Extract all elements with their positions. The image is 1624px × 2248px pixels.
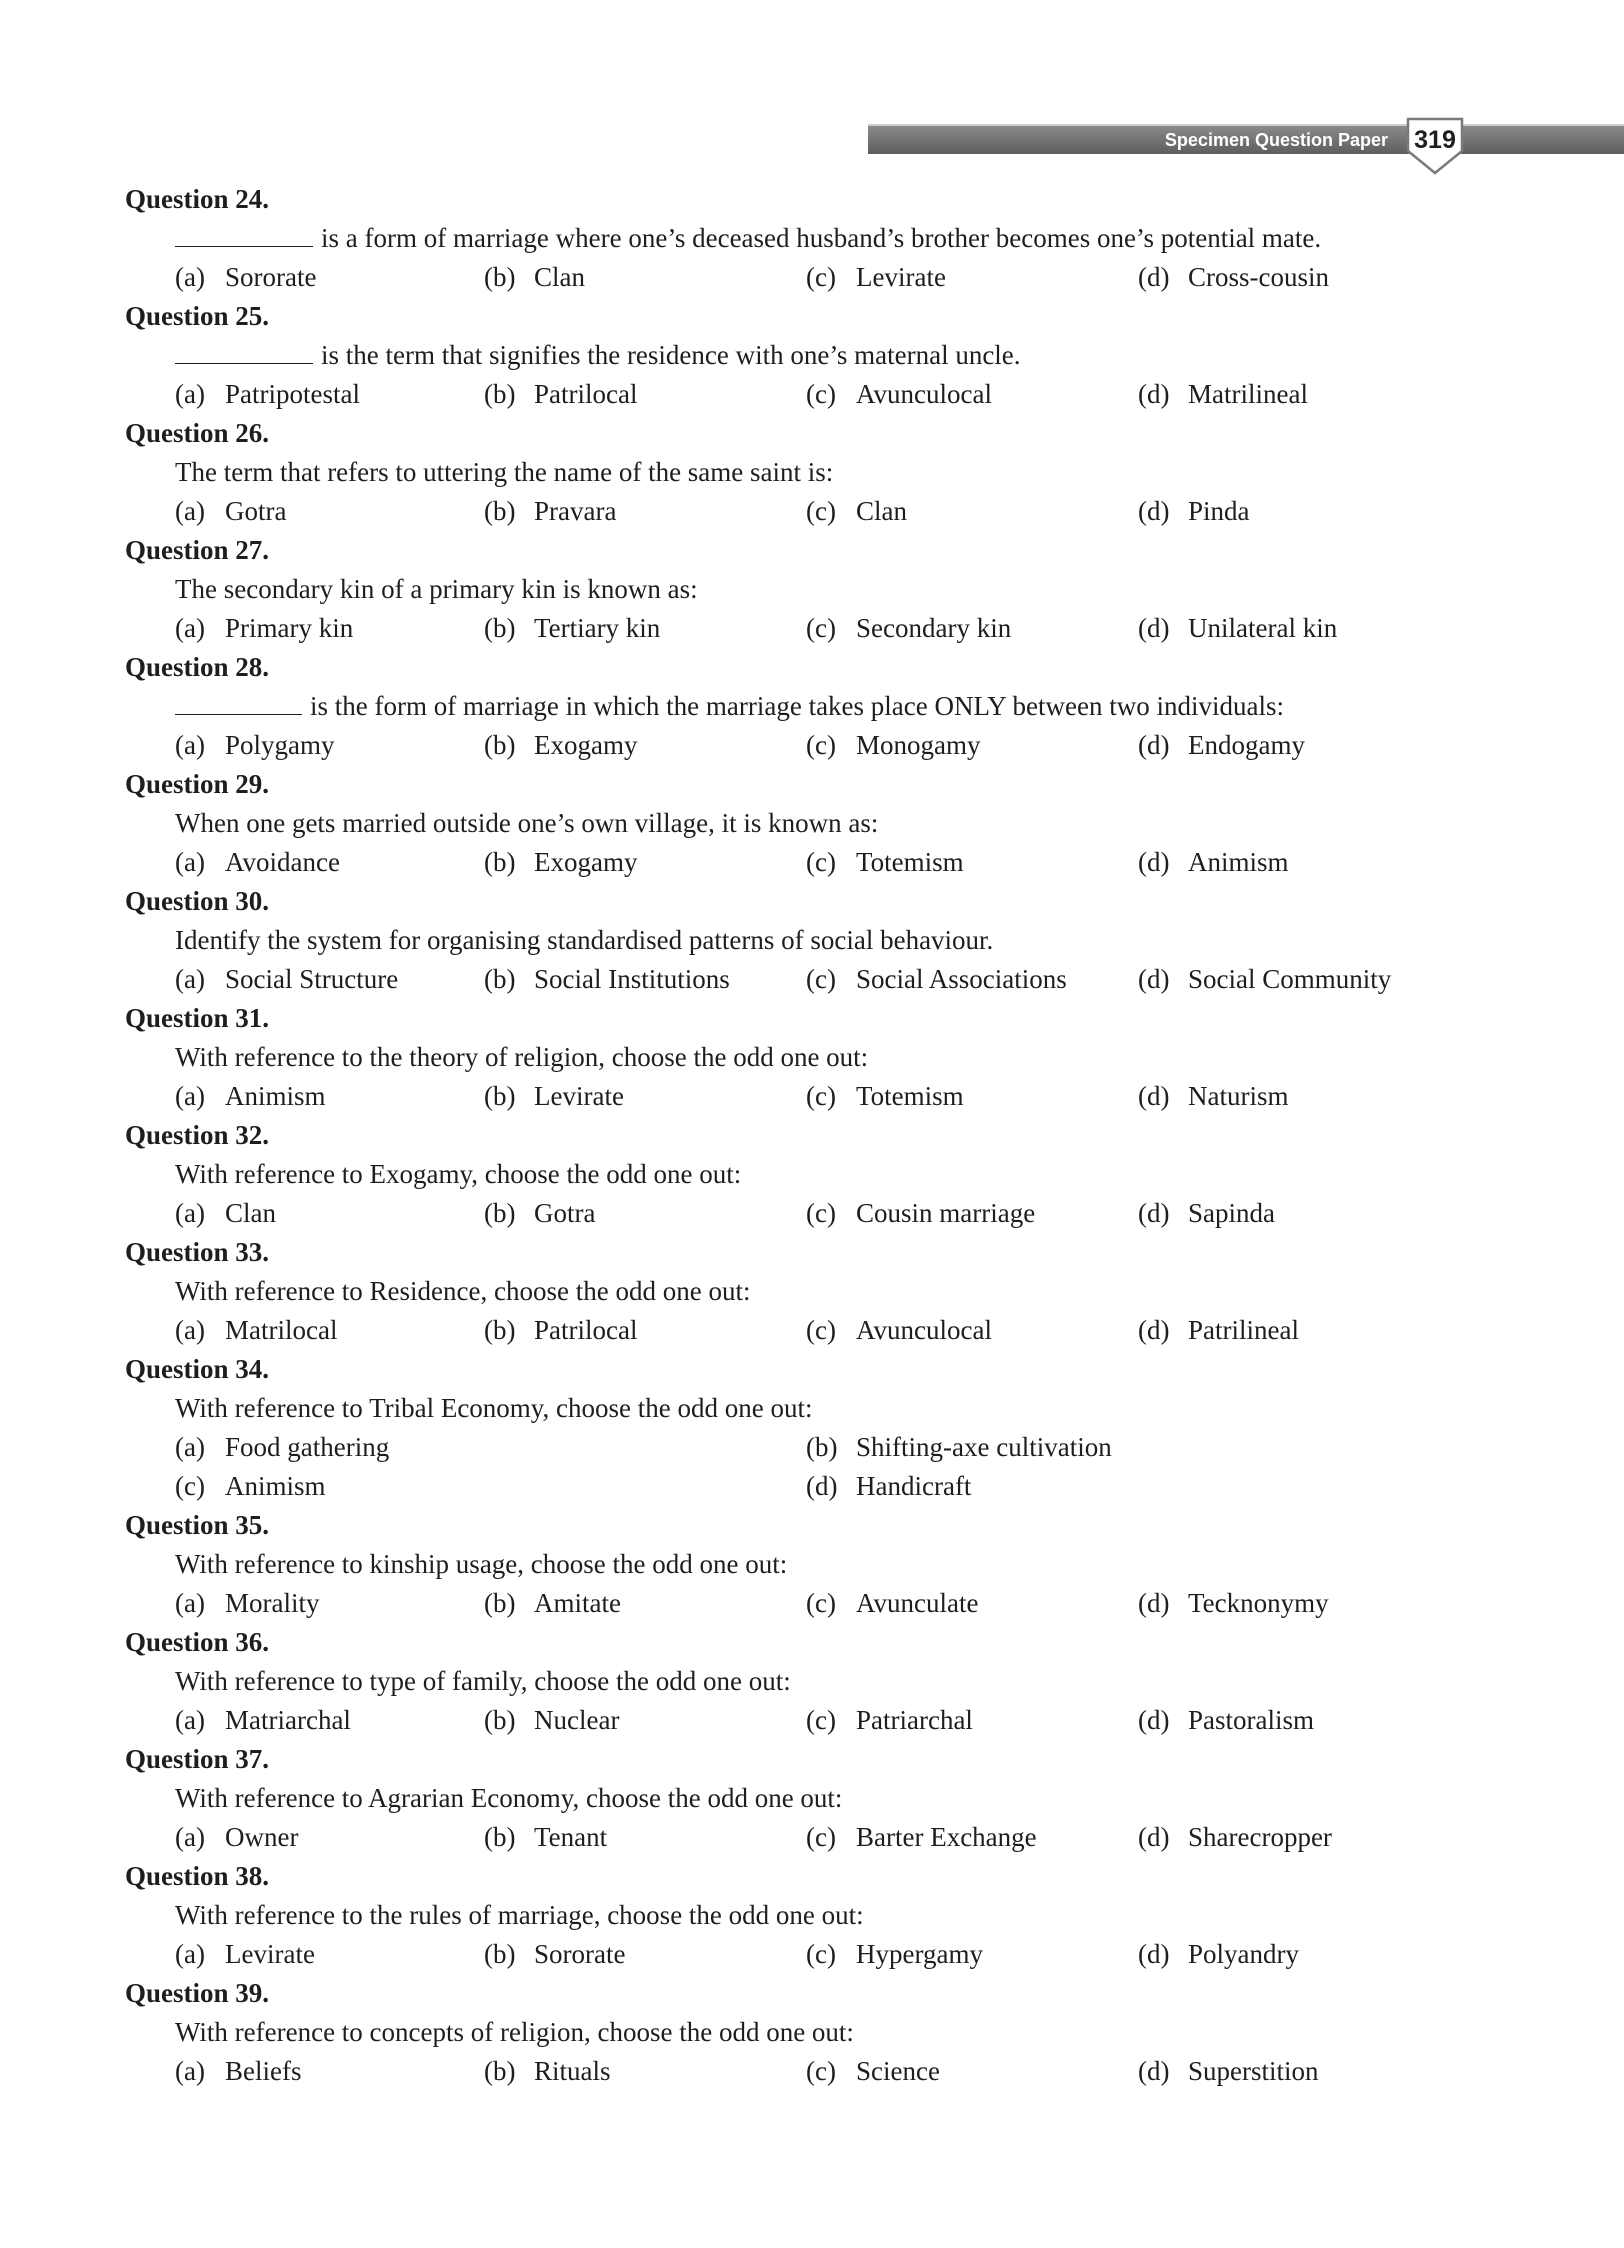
question-item [125, 1116, 1485, 1233]
option-letter: (b) [484, 379, 516, 409]
options-row [125, 609, 1485, 648]
option-item [806, 258, 946, 297]
option-item [1138, 1701, 1314, 1740]
option-text: Cross-cousin [1188, 262, 1329, 292]
option-item [484, 1077, 624, 1116]
option-letter: (b) [806, 1432, 838, 1462]
option-text: Endogamy [1188, 730, 1305, 760]
option-letter: (d) [1138, 1822, 1170, 1852]
option-letter: (a) [175, 1315, 205, 1345]
option-letter: (d) [1138, 2056, 1170, 2086]
option-text: Social Community [1188, 964, 1392, 994]
option-letter: (a) [175, 1081, 205, 1111]
option-text: Barter Exchange [856, 1822, 1037, 1852]
option-item [1138, 375, 1308, 414]
question-stem [125, 1545, 1485, 1584]
question-title: Question 31. [125, 1003, 270, 1033]
option-text: Social Structure [225, 964, 399, 994]
question-stem-text: With reference to the rules of marriage, choose the odd one out: [175, 1900, 864, 1930]
option-item [806, 375, 992, 414]
option-item [484, 960, 730, 999]
option-item [806, 1701, 973, 1740]
option-item [175, 1818, 298, 1857]
option-letter: (a) [175, 2056, 205, 2086]
option-item [484, 258, 585, 297]
option-item [806, 1311, 992, 1350]
question-stem-text: With reference to Agrarian Economy, choose the odd one out: [175, 1783, 843, 1813]
option-letter: (c) [806, 1588, 836, 1618]
option-text: Avunculocal [856, 1315, 992, 1345]
question-item [125, 180, 1485, 297]
question-item [125, 1506, 1485, 1623]
option-letter: (d) [1138, 1198, 1170, 1228]
option-item [806, 2052, 940, 2091]
option-letter: (c) [806, 1939, 836, 1969]
option-letter: (c) [806, 1315, 836, 1345]
option-letter: (d) [1138, 1315, 1170, 1345]
options-row [125, 1077, 1485, 1116]
option-item [806, 609, 1011, 648]
options-row [125, 375, 1485, 414]
option-item [484, 843, 637, 882]
option-text: Patripotestal [225, 379, 360, 409]
question-stem [125, 1155, 1485, 1194]
option-text: Beliefs [225, 2056, 302, 2086]
option-item [175, 1935, 315, 1974]
options-row [125, 1194, 1485, 1233]
option-text: Exogamy [534, 730, 638, 760]
option-letter: (d) [1138, 379, 1170, 409]
question-item [125, 1623, 1485, 1740]
option-item [1138, 1194, 1275, 1233]
option-text: Totemism [856, 1081, 964, 1111]
option-item [806, 1818, 1037, 1857]
question-title: Question 27. [125, 535, 270, 565]
option-letter: (a) [175, 379, 205, 409]
option-letter: (d) [1138, 964, 1170, 994]
option-item [484, 492, 616, 531]
option-text: Animism [225, 1081, 326, 1111]
option-item [175, 1311, 337, 1350]
option-letter: (a) [175, 1198, 205, 1228]
option-text: Tertiary kin [534, 613, 661, 643]
question-stem [125, 453, 1485, 492]
options-row [125, 1584, 1485, 1623]
page-number-badge [1406, 117, 1464, 175]
options-row [125, 1467, 1485, 1506]
question-title: Question 37. [125, 1744, 270, 1774]
question-stem [125, 1662, 1485, 1701]
option-item [806, 960, 1067, 999]
option-text: Matrilocal [225, 1315, 338, 1345]
option-letter: (d) [1138, 496, 1170, 526]
question-stem-text: Identify the system for organising standardised patterns of social behaviour. [175, 925, 994, 955]
options-row [125, 1428, 1485, 1467]
option-item [806, 726, 981, 765]
options-row [125, 258, 1485, 297]
option-text: Clan [856, 496, 907, 526]
question-stem-text: With reference to type of family, choose the odd one out: [175, 1666, 791, 1696]
option-text: Avunculate [856, 1588, 979, 1618]
option-letter: (b) [484, 1822, 516, 1852]
option-text: Monogamy [856, 730, 981, 760]
option-text: Clan [534, 262, 585, 292]
fill-in-blank [175, 687, 302, 715]
option-letter: (d) [1138, 730, 1170, 760]
option-item [484, 1818, 607, 1857]
question-item [125, 1233, 1485, 1350]
question-stem-text: When one gets married outside one’s own village, it is known as: [175, 808, 879, 838]
header-title: Specimen Question Paper [1164, 130, 1388, 150]
question-stem-text: With reference to Exogamy, choose the odd one out: [175, 1159, 742, 1189]
option-letter: (a) [175, 1588, 205, 1618]
option-letter: (a) [175, 1432, 205, 1462]
option-letter: (c) [806, 1822, 836, 1852]
question-item [125, 1740, 1485, 1857]
option-item [175, 960, 398, 999]
question-title: Question 35. [125, 1510, 270, 1540]
question-title: Question 34. [125, 1354, 270, 1384]
option-text: Sororate [534, 1939, 626, 1969]
option-text: Unilateral kin [1188, 613, 1338, 643]
question-item [125, 297, 1485, 414]
question-stem-text: With reference to the theory of religion, choose the odd one out: [175, 1042, 869, 1072]
question-stem [125, 804, 1485, 843]
option-letter: (d) [1138, 1588, 1170, 1618]
option-item [175, 375, 360, 414]
option-item [484, 609, 660, 648]
option-item [806, 1194, 1035, 1233]
option-letter: (a) [175, 730, 205, 760]
option-letter: (b) [484, 1198, 516, 1228]
option-letter: (d) [1138, 1081, 1170, 1111]
option-text: Polyandry [1188, 1939, 1299, 1969]
option-item [175, 2052, 301, 2091]
question-item [125, 648, 1485, 765]
option-item [1138, 1935, 1299, 1974]
option-item [806, 843, 964, 882]
option-letter: (b) [484, 1939, 516, 1969]
option-item [175, 609, 353, 648]
option-text: Social Associations [856, 964, 1067, 994]
option-text: Gotra [225, 496, 287, 526]
question-title: Question 29. [125, 769, 270, 799]
options-row [125, 843, 1485, 882]
option-text: Patriarchal [856, 1705, 973, 1735]
options-row [125, 1701, 1485, 1740]
page-number: 319 [1414, 126, 1456, 154]
option-letter: (a) [175, 262, 205, 292]
option-letter: (b) [484, 730, 516, 760]
option-text: Clan [225, 1198, 276, 1228]
question-title: Question 33. [125, 1237, 270, 1267]
option-text: Matrilineal [1188, 379, 1308, 409]
question-stem-text: The secondary kin of a primary kin is known as: [175, 574, 698, 604]
option-letter: (d) [1138, 613, 1170, 643]
option-item [175, 1467, 326, 1506]
option-text: Totemism [856, 847, 964, 877]
option-item [1138, 1818, 1332, 1857]
option-letter: (b) [484, 262, 516, 292]
question-stem [125, 687, 1485, 726]
option-text: Sororate [225, 262, 317, 292]
option-text: Secondary kin [856, 613, 1012, 643]
options-row [125, 1818, 1485, 1857]
option-item [806, 492, 907, 531]
question-item [125, 765, 1485, 882]
question-title: Question 26. [125, 418, 270, 448]
options-row [125, 1935, 1485, 1974]
option-item [1138, 258, 1329, 297]
question-item [125, 999, 1485, 1116]
option-item [806, 1584, 978, 1623]
option-text: Gotra [534, 1198, 596, 1228]
option-text: Patrilocal [534, 379, 638, 409]
option-item [175, 1428, 389, 1467]
option-text: Naturism [1188, 1081, 1289, 1111]
option-item [1138, 1077, 1289, 1116]
question-title: Question 39. [125, 1978, 270, 2008]
option-letter: (c) [806, 1198, 836, 1228]
option-text: Shifting-axe cultivation [856, 1432, 1112, 1462]
option-letter: (d) [1138, 262, 1170, 292]
option-item [484, 1194, 595, 1233]
option-item [484, 375, 637, 414]
question-item [125, 882, 1485, 999]
question-stem-text: With reference to kinship usage, choose the odd one out: [175, 1549, 788, 1579]
option-item [1138, 726, 1305, 765]
question-title: Question 25. [125, 301, 270, 331]
question-stem [125, 336, 1485, 375]
option-text: Avunculocal [856, 379, 992, 409]
option-text: Tenant [534, 1822, 608, 1852]
option-letter: (d) [1138, 847, 1170, 877]
option-letter: (b) [484, 1588, 516, 1618]
option-item [175, 726, 335, 765]
question-title: Question 36. [125, 1627, 270, 1657]
option-text: Morality [225, 1588, 320, 1618]
option-letter: (b) [484, 613, 516, 643]
option-letter: (d) [1138, 1705, 1170, 1735]
option-text: Levirate [856, 262, 946, 292]
question-item [125, 1857, 1485, 1974]
option-item [1138, 843, 1289, 882]
option-item [484, 1584, 621, 1623]
options-row [125, 2052, 1485, 2091]
option-text: Levirate [534, 1081, 624, 1111]
question-item [125, 1350, 1485, 1506]
question-stem [125, 1038, 1485, 1077]
option-text: Pinda [1188, 496, 1250, 526]
option-letter: (c) [806, 1081, 836, 1111]
option-text: Polygamy [225, 730, 335, 760]
option-item [175, 843, 340, 882]
fill-in-blank [175, 219, 313, 247]
option-text: Patrilineal [1188, 1315, 1299, 1345]
option-item [484, 1701, 619, 1740]
option-letter: (b) [484, 847, 516, 877]
option-letter: (a) [175, 964, 205, 994]
question-stem [125, 1389, 1485, 1428]
options-row [125, 492, 1485, 531]
option-letter: (c) [806, 262, 836, 292]
question-title: Question 24. [125, 184, 270, 214]
option-item [1138, 609, 1337, 648]
option-text: Nuclear [534, 1705, 620, 1735]
option-item [1138, 492, 1250, 531]
question-stem [125, 1779, 1485, 1818]
option-item [484, 1311, 637, 1350]
option-letter: (a) [175, 496, 205, 526]
option-letter: (a) [175, 1705, 205, 1735]
option-letter: (c) [806, 1705, 836, 1735]
question-stem [125, 570, 1485, 609]
question-stem [125, 921, 1485, 960]
option-text: Exogamy [534, 847, 638, 877]
option-text: Pravara [534, 496, 617, 526]
option-item [1138, 2052, 1319, 2091]
option-letter: (d) [1138, 1939, 1170, 1969]
question-stem-text: The term that refers to uttering the name of the same saint is: [175, 457, 834, 487]
option-text: Superstition [1188, 2056, 1319, 2086]
question-stem-text: is the form of marriage in which the marriage takes place ONLY between two individuals: [310, 691, 1284, 721]
option-text: Science [856, 2056, 940, 2086]
option-text: Sapinda [1188, 1198, 1275, 1228]
option-letter: (c) [806, 730, 836, 760]
option-letter: (d) [806, 1471, 838, 1501]
header-band [868, 124, 1624, 154]
option-text: Animism [225, 1471, 326, 1501]
question-stem [125, 219, 1485, 258]
option-letter: (c) [806, 496, 836, 526]
option-letter: (b) [484, 496, 516, 526]
option-text: Handicraft [856, 1471, 972, 1501]
option-letter: (c) [175, 1471, 205, 1501]
option-text: Food gathering [225, 1432, 390, 1462]
option-text: Pastoralism [1188, 1705, 1314, 1735]
option-text: Hypergamy [856, 1939, 983, 1969]
option-item [175, 492, 286, 531]
option-letter: (c) [806, 2056, 836, 2086]
question-stem-text: is a form of marriage where one’s deceased husband’s brother becomes one’s potential mate. [321, 223, 1322, 253]
option-letter: (b) [484, 2056, 516, 2086]
option-item [1138, 1584, 1329, 1623]
option-item [1138, 960, 1391, 999]
option-letter: (b) [484, 1315, 516, 1345]
option-item [175, 1701, 351, 1740]
option-item [175, 1194, 276, 1233]
option-text: Social Institutions [534, 964, 730, 994]
option-text: Avoidance [225, 847, 340, 877]
options-row [125, 726, 1485, 765]
option-text: Primary kin [225, 613, 354, 643]
option-letter: (a) [175, 847, 205, 877]
option-letter: (c) [806, 847, 836, 877]
option-item [175, 258, 316, 297]
question-stem [125, 2013, 1485, 2052]
options-row [125, 960, 1485, 999]
option-text: Rituals [534, 2056, 611, 2086]
option-letter: (b) [484, 1081, 516, 1111]
option-item [806, 1467, 971, 1506]
option-letter: (b) [484, 964, 516, 994]
option-item [484, 1935, 625, 1974]
option-text: Sharecropper [1188, 1822, 1332, 1852]
option-text: Animism [1188, 847, 1289, 877]
option-item [175, 1077, 326, 1116]
question-stem [125, 1896, 1485, 1935]
option-item [175, 1584, 320, 1623]
question-stem-text: With reference to Residence, choose the odd one out: [175, 1276, 751, 1306]
question-title: Question 30. [125, 886, 270, 916]
fill-in-blank [175, 336, 313, 364]
option-text: Owner [225, 1822, 299, 1852]
question-item [125, 531, 1485, 648]
option-item [484, 726, 637, 765]
question-item [125, 1974, 1485, 2091]
question-title: Question 32. [125, 1120, 270, 1150]
question-stem-text: With reference to concepts of religion, choose the odd one out: [175, 2017, 854, 2047]
option-item [1138, 1311, 1299, 1350]
option-letter: (a) [175, 1822, 205, 1852]
option-letter: (b) [484, 1705, 516, 1735]
option-letter: (c) [806, 613, 836, 643]
option-text: Matriarchal [225, 1705, 351, 1735]
option-text: Amitate [534, 1588, 621, 1618]
option-text: Patrilocal [534, 1315, 638, 1345]
option-letter: (a) [175, 1939, 205, 1969]
option-letter: (a) [175, 613, 205, 643]
option-item [806, 1428, 1112, 1467]
question-stem [125, 1272, 1485, 1311]
question-stem-text: is the term that signifies the residence with one’s maternal uncle. [321, 340, 1021, 370]
question-title: Question 38. [125, 1861, 270, 1891]
option-item [806, 1077, 964, 1116]
option-text: Tecknonymy [1188, 1588, 1329, 1618]
option-text: Cousin marriage [856, 1198, 1036, 1228]
question-title: Question 28. [125, 652, 270, 682]
option-text: Levirate [225, 1939, 315, 1969]
question-item [125, 414, 1485, 531]
option-letter: (c) [806, 964, 836, 994]
option-item [484, 2052, 611, 2091]
question-list [125, 180, 1485, 2091]
option-letter: (c) [806, 379, 836, 409]
question-stem-text: With reference to Tribal Economy, choose the odd one out: [175, 1393, 813, 1423]
options-row [125, 1311, 1485, 1350]
option-item [806, 1935, 983, 1974]
